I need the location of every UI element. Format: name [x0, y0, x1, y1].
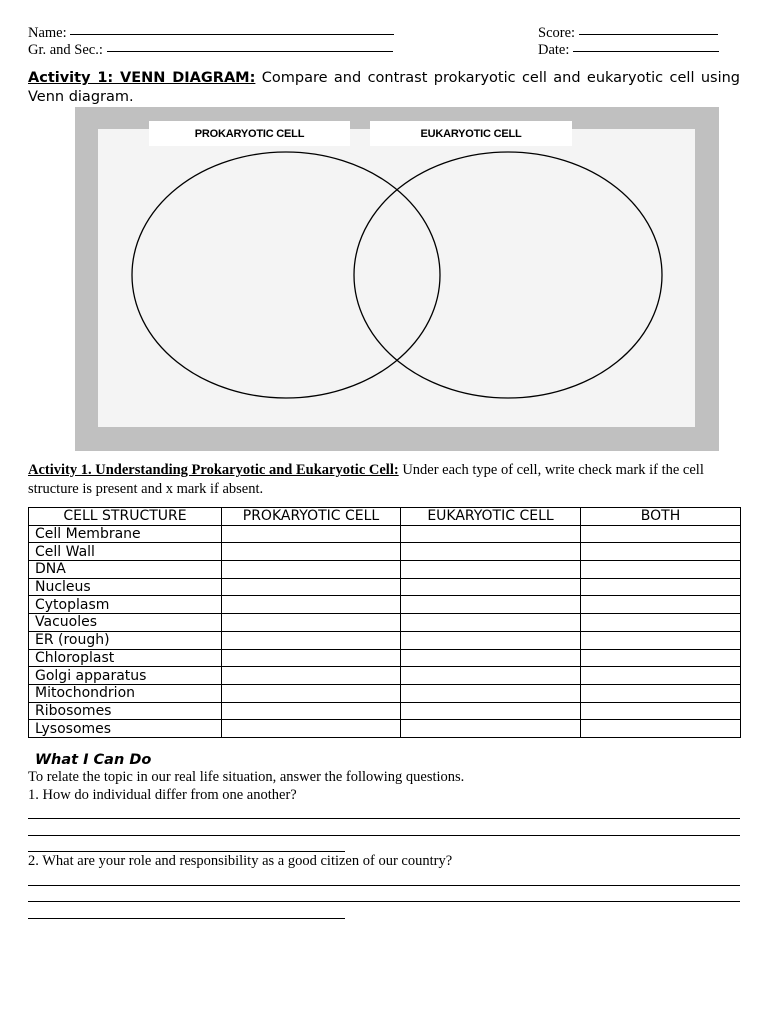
eukaryotic-answer-cell[interactable] [401, 684, 581, 702]
prokaryotic-answer-cell[interactable] [222, 561, 401, 579]
what-i-can-do-heading: What I Can Do [35, 752, 152, 768]
table-row [29, 525, 741, 543]
prokaryotic-answer-cell[interactable] [222, 720, 401, 738]
eukaryotic-answer-cell[interactable] [401, 578, 581, 596]
cell-structure-name: Ribosomes [29, 702, 222, 720]
answer-line-q1[interactable] [28, 851, 345, 852]
both-answer-cell[interactable] [581, 667, 741, 685]
venn-activity-title: Activity 1: VENN DIAGRAM: [28, 70, 256, 86]
table-row [29, 543, 741, 561]
eukaryotic-answer-cell[interactable] [401, 525, 581, 543]
question-2: 2. What are your role and responsibility as a good citizen of our country? [28, 853, 453, 869]
both-answer-cell[interactable] [581, 720, 741, 738]
cell-structure-name: Mitochondrion [29, 684, 222, 702]
table-row [29, 614, 741, 632]
both-answer-cell[interactable] [581, 631, 741, 649]
date-blank [573, 50, 719, 52]
prokaryotic-answer-cell[interactable] [222, 614, 401, 632]
column-header: EUKARYOTIC CELL [401, 508, 581, 526]
both-answer-cell[interactable] [581, 525, 741, 543]
table-row [29, 596, 741, 614]
table-row [29, 702, 741, 720]
venn-diagram-frame [75, 107, 719, 451]
eukaryotic-answer-cell[interactable] [401, 596, 581, 614]
answer-line-q1[interactable] [28, 835, 740, 836]
cell-structure-name: Cytoplasm [29, 596, 222, 614]
prokaryotic-answer-cell[interactable] [222, 684, 401, 702]
cell-structure-table [28, 507, 741, 738]
table-row [29, 684, 741, 702]
both-answer-cell[interactable] [581, 702, 741, 720]
table-row [29, 561, 741, 579]
cell-structure-name: Chloroplast [29, 649, 222, 667]
eukaryotic-answer-cell[interactable] [401, 649, 581, 667]
date-label: Date: [538, 42, 570, 58]
table-activity-instructions [28, 461, 740, 499]
answer-line-q2[interactable] [28, 885, 740, 886]
venn-activity-instructions [28, 69, 740, 107]
score-label: Score: [538, 25, 576, 41]
name-field[interactable] [28, 25, 394, 42]
prokaryotic-answer-cell[interactable] [222, 631, 401, 649]
table-row [29, 631, 741, 649]
both-answer-cell[interactable] [581, 561, 741, 579]
table-row [29, 720, 741, 738]
table-header-row [29, 508, 741, 526]
date-field[interactable] [538, 42, 719, 59]
answer-line-q1[interactable] [28, 818, 740, 819]
cell-structure-name: ER (rough) [29, 631, 222, 649]
answer-line-q2[interactable] [28, 901, 740, 902]
column-header: BOTH [581, 508, 741, 526]
prokaryotic-answer-cell[interactable] [222, 543, 401, 561]
table-activity-title: Activity 1. Understanding Prokaryotic and Eukaryotic Cell: [28, 462, 399, 478]
cell-structure-name: Lysosomes [29, 720, 222, 738]
cell-structure-name: Cell Membrane [29, 525, 222, 543]
prokaryotic-answer-cell[interactable] [222, 596, 401, 614]
column-header: PROKARYOTIC CELL [222, 508, 401, 526]
prokaryotic-answer-cell[interactable] [222, 578, 401, 596]
prokaryotic-answer-cell[interactable] [222, 525, 401, 543]
prokaryotic-answer-cell[interactable] [222, 649, 401, 667]
eukaryotic-answer-cell[interactable] [401, 561, 581, 579]
prokaryotic-answer-cell[interactable] [222, 702, 401, 720]
score-field[interactable] [538, 25, 718, 42]
cell-structure-name: Nucleus [29, 578, 222, 596]
eukaryotic-answer-cell[interactable] [401, 543, 581, 561]
eukaryotic-cell-label: EUKARYOTIC CELL [370, 121, 572, 146]
name-label: Name: [28, 25, 67, 41]
table-row [29, 578, 741, 596]
prokaryotic-answer-cell[interactable] [222, 667, 401, 685]
both-answer-cell[interactable] [581, 543, 741, 561]
venn-activity-instruction: Compare and contrast prokaryotic cell and eukaryotic cell using Venn diagram. [28, 70, 741, 105]
both-answer-cell[interactable] [581, 649, 741, 667]
cell-structure-name: Cell Wall [29, 543, 222, 561]
eukaryotic-answer-cell[interactable] [401, 614, 581, 632]
eukaryotic-answer-cell[interactable] [401, 702, 581, 720]
question-1: 1. How do individual differ from one another? [28, 787, 297, 803]
cell-structure-name: DNA [29, 561, 222, 579]
table-row [29, 649, 741, 667]
answer-line-q2[interactable] [28, 918, 345, 919]
both-answer-cell[interactable] [581, 578, 741, 596]
eukaryotic-circle[interactable] [354, 152, 662, 398]
prokaryotic-circle[interactable] [132, 152, 440, 398]
score-blank [579, 33, 718, 35]
eukaryotic-answer-cell[interactable] [401, 667, 581, 685]
both-answer-cell[interactable] [581, 684, 741, 702]
column-header: CELL STRUCTURE [29, 508, 222, 526]
cell-structure-name: Golgi apparatus [29, 667, 222, 685]
venn-diagram [75, 107, 719, 451]
both-answer-cell[interactable] [581, 614, 741, 632]
prokaryotic-cell-label: PROKARYOTIC CELL [149, 121, 350, 146]
name-blank [70, 33, 394, 35]
cell-structure-name: Vacuoles [29, 614, 222, 632]
both-answer-cell[interactable] [581, 596, 741, 614]
grade-section-label: Gr. and Sec.: [28, 42, 103, 58]
what-i-can-do-intro: To relate the topic in our real life situation, answer the following questions. [28, 769, 465, 785]
eukaryotic-answer-cell[interactable] [401, 720, 581, 738]
grade-section-blank [107, 50, 393, 52]
table-activity-instruction: Under each type of cell, write check mark if the cell structure is present and x mark if absent. [28, 462, 704, 497]
table-row [29, 667, 741, 685]
eukaryotic-answer-cell[interactable] [401, 631, 581, 649]
grade-section-field[interactable] [28, 42, 393, 59]
